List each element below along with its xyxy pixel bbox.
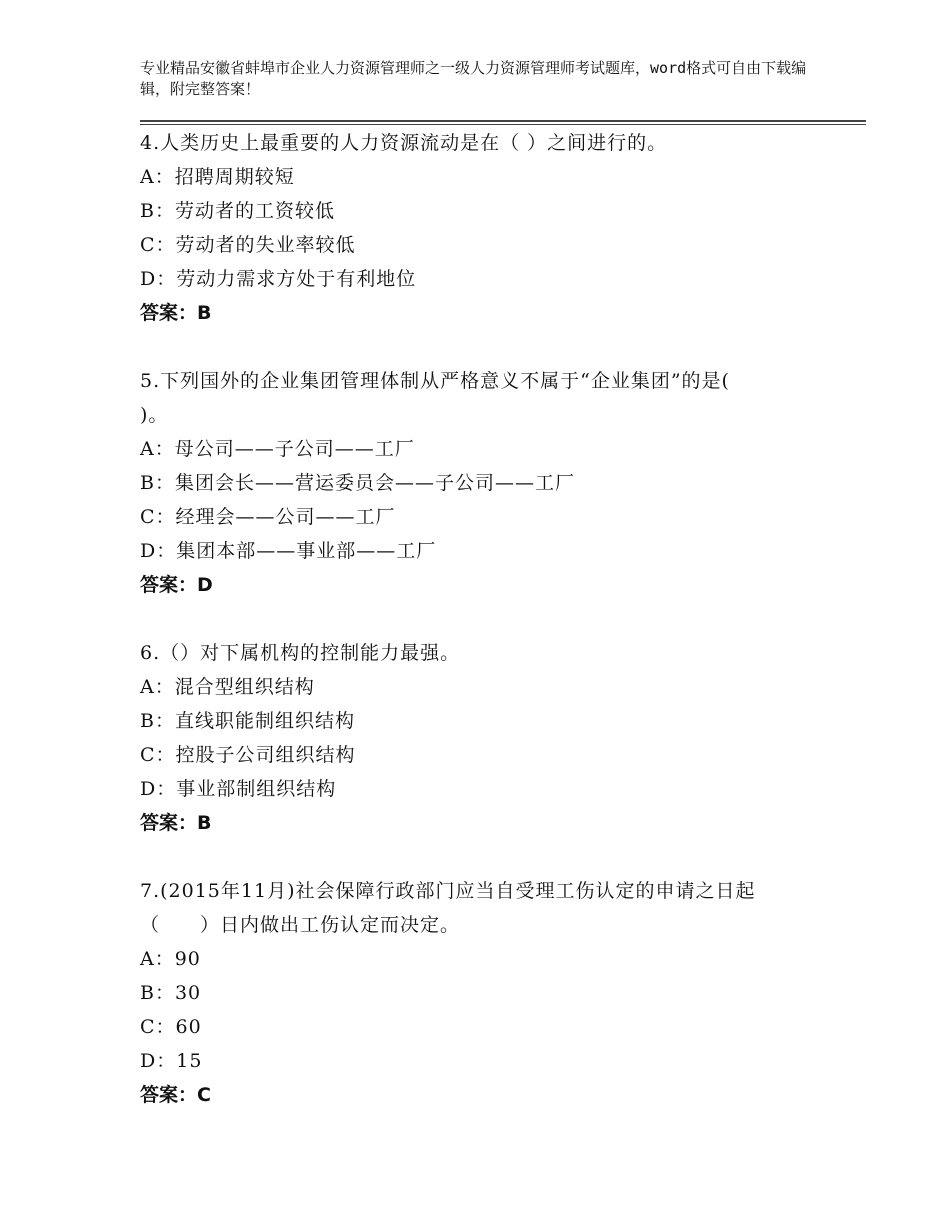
option-d: D：劳动力需求方处于有利地位	[140, 268, 417, 290]
header-rule-thick	[140, 120, 866, 122]
question-stem: 7.(2015年11月)社会保障行政部门应当自受理工伤认定的申请之日起 （ ）日内做出工伤认定而决定。	[140, 880, 756, 936]
question-stem: 6.（）对下属机构的控制能力最强。	[140, 642, 461, 664]
question-list	[140, 126, 820, 1146]
option-a: A：混合型组织结构	[140, 676, 315, 698]
answer-line: 答案：B	[140, 302, 212, 324]
question-stem: 4.人类历史上最重要的人力资源流动是在（ ）之间进行的。	[140, 132, 668, 154]
option-b: B：集团会长——营运委员会——子公司——工厂	[140, 472, 575, 494]
option-a: A：90	[140, 948, 201, 970]
option-c: C：劳动者的失业率较低	[140, 234, 356, 256]
option-d: D：事业部制组织结构	[140, 778, 337, 800]
option-c: C：60	[140, 1016, 202, 1038]
question-6	[140, 636, 820, 840]
document-header: 专业精品安徽省蚌埠市企业人力资源管理师之一级人力资源管理师考试题库，word格式可自由下载编辑，附完整答案！	[140, 59, 807, 98]
answer-line: 答案：B	[140, 812, 212, 834]
option-b: B：直线职能制组织结构	[140, 710, 355, 732]
option-a: A：招聘周期较短	[140, 166, 295, 188]
question-stem: 5.下列国外的企业集团管理体制从严格意义不属于“企业集团”的是( )。	[140, 370, 730, 426]
answer-line: 答案：D	[140, 574, 213, 596]
option-c: C：控股子公司组织结构	[140, 744, 356, 766]
option-b: B：30	[140, 982, 202, 1004]
answer-line: 答案：C	[140, 1084, 211, 1106]
option-d: D：集团本部——事业部——工厂	[140, 540, 437, 562]
question-4	[140, 126, 820, 330]
question-7	[140, 874, 820, 1112]
header-rule-thin	[140, 124, 866, 125]
option-a: A：母公司——子公司——工厂	[140, 438, 415, 460]
option-c: C：经理会——公司——工厂	[140, 506, 396, 528]
option-b: B：劳动者的工资较低	[140, 200, 335, 222]
option-d: D：15	[140, 1050, 203, 1072]
question-5	[140, 364, 820, 602]
